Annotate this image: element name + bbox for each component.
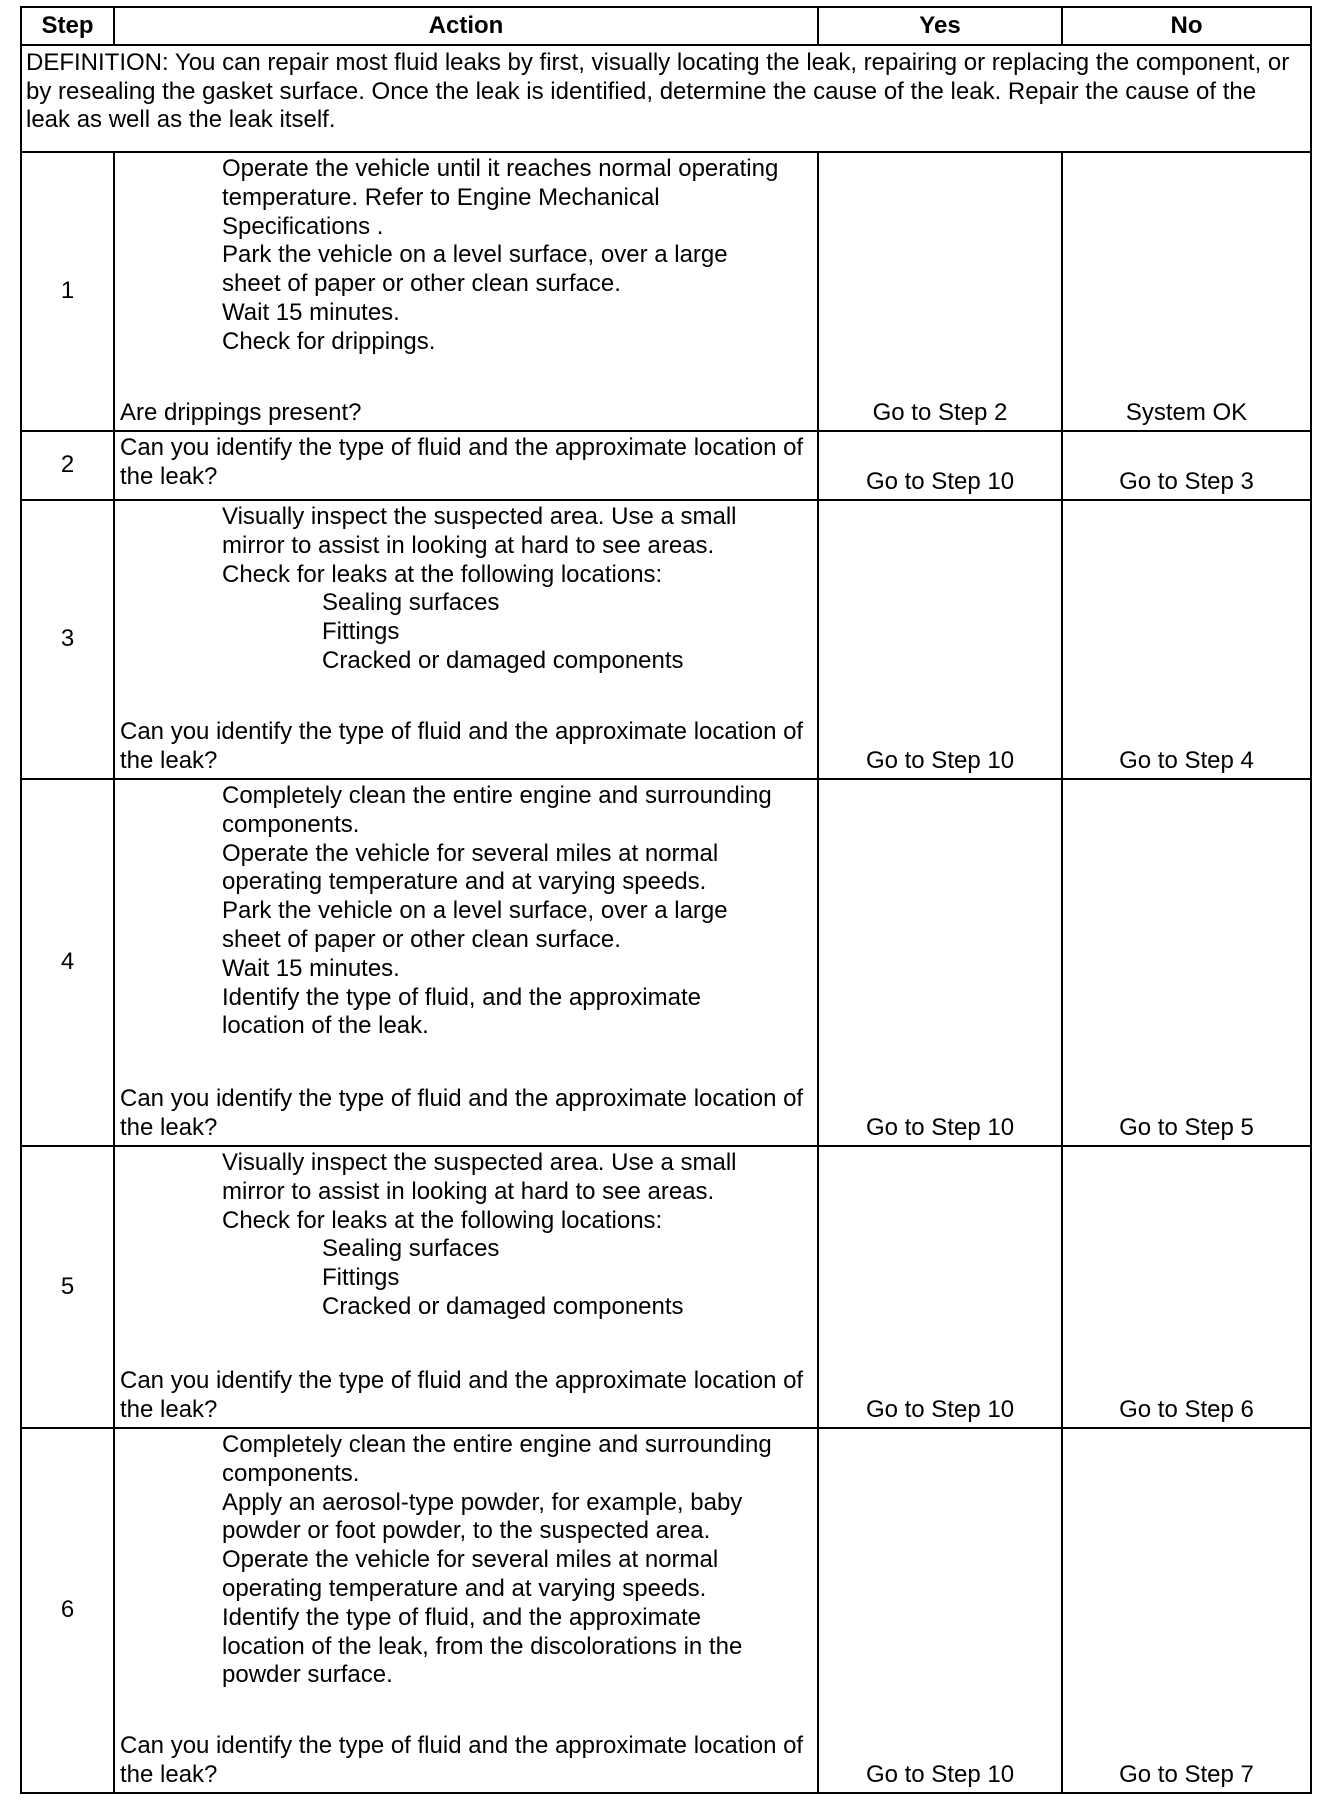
instruction-line: Operate the vehicle for several miles at normal — [222, 1546, 719, 1574]
location-item: Cracked or damaged components — [322, 646, 684, 674]
instruction-line: Wait 15 minutes. — [222, 298, 400, 326]
yes-answer: Go to Step 2 — [818, 152, 1062, 431]
instruction-line: Park the vehicle on a level surface, over a large — [222, 241, 728, 269]
step-number: 2 — [21, 431, 114, 500]
step-row — [21, 1146, 1311, 1428]
step-action — [114, 1428, 818, 1793]
no-answer: System OK — [1062, 152, 1311, 431]
no-answer: Go to Step 6 — [1062, 1146, 1311, 1428]
instruction-line: Check for leaks at the following locations: — [222, 1206, 663, 1234]
instruction-line: Apply an aerosol-type powder, for example, baby — [222, 1488, 743, 1516]
location-item: Sealing surfaces — [322, 1235, 500, 1263]
location-item: Cracked or damaged components — [322, 1292, 684, 1320]
header-row — [21, 7, 1311, 45]
instruction-line: temperature. Refer to Engine Mechanical — [222, 183, 660, 211]
step-number: 6 — [21, 1428, 114, 1793]
header-step: Step — [21, 7, 114, 45]
step-instructions — [120, 782, 809, 1041]
instruction-line: powder surface. — [222, 1661, 393, 1689]
instruction-line: Visually inspect the suspected area. Use a small — [222, 1149, 737, 1176]
step-row — [21, 152, 1311, 431]
step-action — [114, 779, 818, 1146]
step-question: Can you identify the type of fluid and the approximate location of the leak? — [120, 1732, 804, 1789]
instruction-line: components. — [222, 1459, 360, 1487]
location-item: Sealing surfaces — [322, 589, 500, 617]
step-row — [21, 1428, 1311, 1793]
definition-row — [21, 45, 1311, 152]
instruction-line: operating temperature and at varying speeds. — [222, 1574, 707, 1602]
step-number: 5 — [21, 1146, 114, 1428]
instruction-line: Completely clean the entire engine and surrounding — [222, 1431, 772, 1458]
step-question: Can you identify the type of fluid and the approximate location of the leak? — [120, 718, 804, 775]
header-action: Action — [114, 7, 818, 45]
yes-answer: Go to Step 10 — [818, 1428, 1062, 1793]
step-question: Are drippings present? — [120, 399, 362, 427]
no-answer: Go to Step 7 — [1062, 1428, 1311, 1793]
instruction-line: Check for drippings. — [222, 327, 436, 355]
instruction-line: location of the leak. — [222, 1012, 429, 1040]
instruction-line: Wait 15 minutes. — [222, 954, 400, 982]
step-instructions — [120, 503, 809, 676]
instruction-line: mirror to assist in looking at hard to see areas. — [222, 1177, 715, 1205]
instruction-line: powder or foot powder, to the suspected area. — [222, 1517, 711, 1545]
step-row — [21, 431, 1311, 500]
instruction-line: Identify the type of fluid, and the approximate — [222, 1603, 701, 1631]
yes-answer: Go to Step 10 — [818, 779, 1062, 1146]
instruction-line: Completely clean the entire engine and surrounding — [222, 782, 772, 809]
step-instructions — [120, 1431, 809, 1690]
location-item: Fittings — [322, 618, 400, 646]
instruction-line: Specifications . — [222, 212, 384, 240]
step-action — [114, 152, 818, 431]
step-question: Can you identify the type of fluid and the approximate location of the leak? — [120, 1085, 804, 1142]
no-answer: Go to Step 3 — [1062, 431, 1311, 500]
step-action — [114, 431, 818, 500]
step-number: 1 — [21, 152, 114, 431]
step-action — [114, 500, 818, 779]
step-instructions — [120, 155, 809, 357]
location-item: Fittings — [322, 1264, 400, 1292]
step-row — [21, 500, 1311, 779]
instruction-line: mirror to assist in looking at hard to see areas. — [222, 531, 715, 559]
step-question: Can you identify the type of fluid and the approximate location of the leak? — [120, 1367, 804, 1424]
instruction-line: components. — [222, 810, 360, 838]
instruction-line: Check for leaks at the following locations: — [222, 560, 663, 588]
instruction-line: Visually inspect the suspected area. Use a small — [222, 503, 737, 530]
definition-text: DEFINITION: You can repair most fluid leaks by first, visually locating the leak, repairing or replacing the component, or by resealing the gasket surface. Once the leak is identified, determine the cause of the leak. Repair the cause of the leak as well as the leak itself. — [21, 45, 1311, 152]
instruction-line: operating temperature and at varying speeds. — [222, 868, 707, 896]
step-action — [114, 1146, 818, 1428]
yes-answer: Go to Step 10 — [818, 1146, 1062, 1428]
instruction-line: location of the leak, from the discolorations in the — [222, 1632, 743, 1660]
step-instructions — [120, 1149, 809, 1322]
instruction-line: Park the vehicle on a level surface, over a large — [222, 897, 728, 925]
no-answer: Go to Step 5 — [1062, 779, 1311, 1146]
yes-answer: Go to Step 10 — [818, 431, 1062, 500]
step-row — [21, 779, 1311, 1146]
instruction-line: sheet of paper or other clean surface. — [222, 925, 621, 953]
header-no: No — [1062, 7, 1311, 45]
instruction-line: Identify the type of fluid, and the approximate — [222, 983, 701, 1011]
no-answer: Go to Step 4 — [1062, 500, 1311, 779]
instruction-line: Operate the vehicle until it reaches normal operating — [222, 155, 779, 182]
header-yes: Yes — [818, 7, 1062, 45]
instruction-line: Operate the vehicle for several miles at normal — [222, 839, 719, 867]
diagnostic-table — [20, 6, 1312, 1794]
step-number: 4 — [21, 779, 114, 1146]
step-number: 3 — [21, 500, 114, 779]
step-question: Can you identify the type of fluid and the approximate location of the leak? — [120, 434, 804, 490]
yes-answer: Go to Step 10 — [818, 500, 1062, 779]
instruction-line: sheet of paper or other clean surface. — [222, 270, 621, 298]
